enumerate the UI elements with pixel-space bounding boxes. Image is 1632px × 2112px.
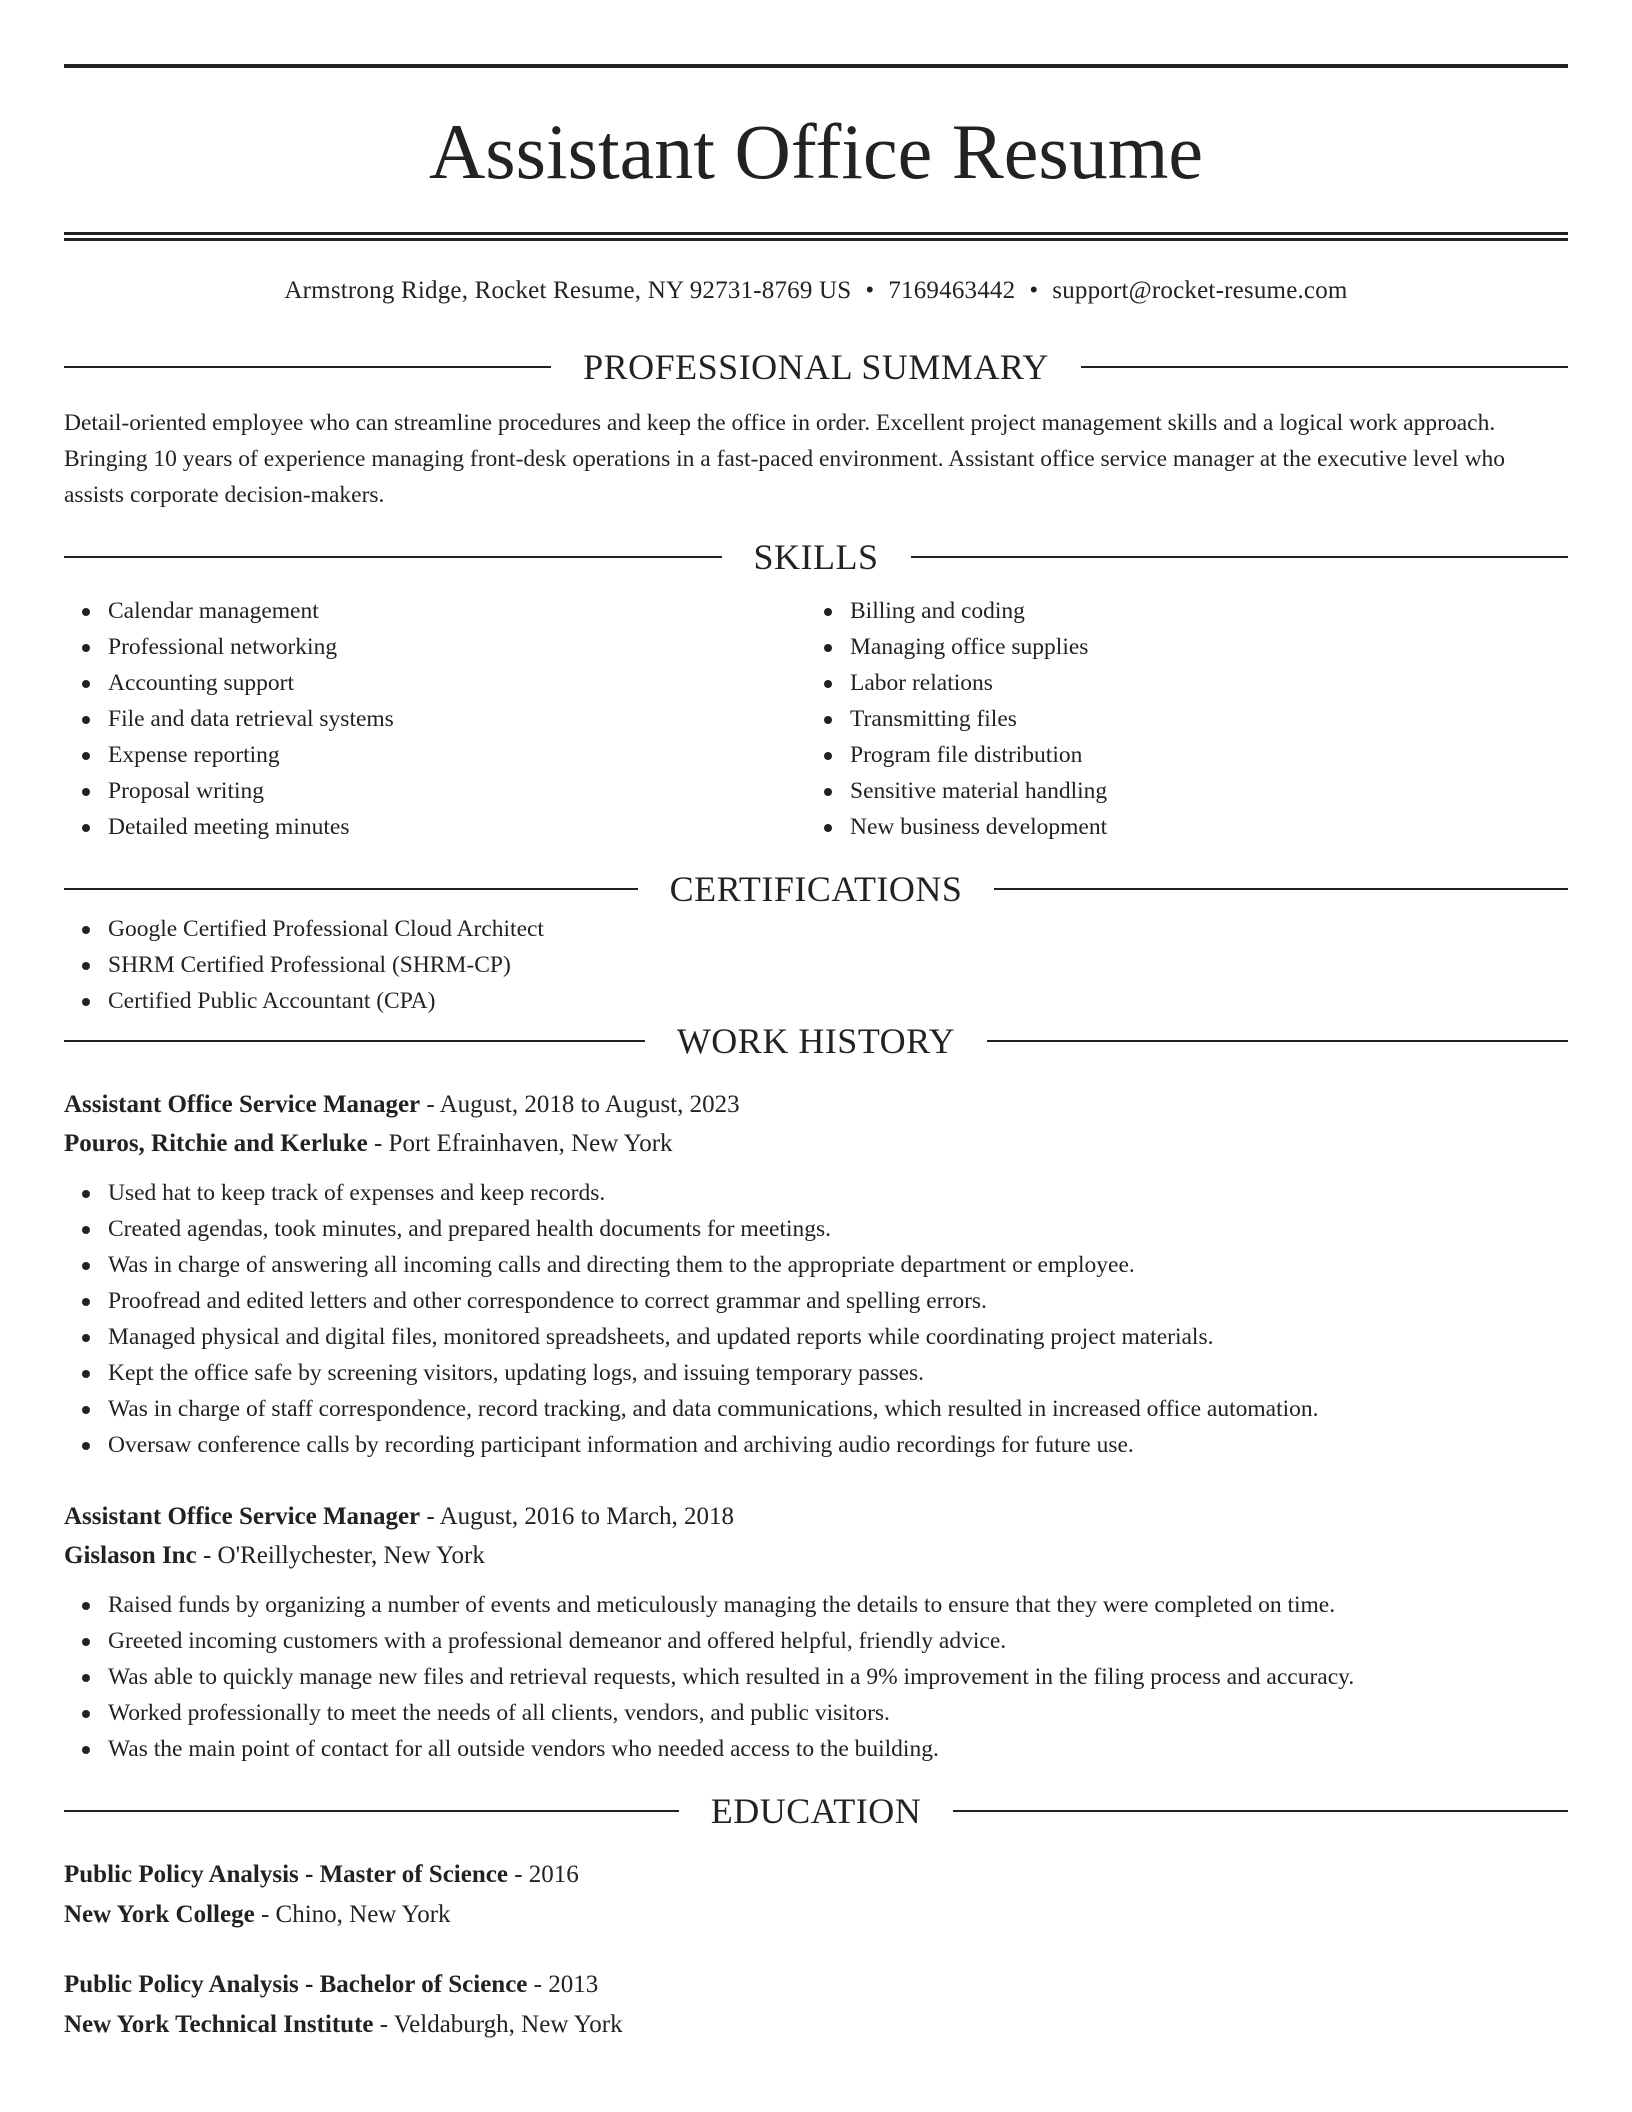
job-duty: Proofread and edited letters and other correspondence to correct grammar and spelling errors. — [108, 1283, 1568, 1319]
job-title-line — [64, 1497, 1568, 1536]
school-line — [64, 1895, 1568, 1935]
school: New York Technical Institute — [64, 2011, 374, 2038]
job-dates: - August, 2016 to March, 2018 — [420, 1503, 735, 1530]
job-entry — [64, 1085, 1568, 1463]
education-entry — [64, 1965, 1568, 2045]
work-section-header — [64, 1019, 1568, 1063]
skill-item: Transmitting files — [850, 701, 1548, 737]
job-duties-list — [64, 1587, 1568, 1767]
section-divider — [64, 366, 551, 368]
degree-year: - 2016 — [507, 1861, 579, 1888]
job-duty: Raised funds by organizing a number of events and meticulously managing the details to ensure that they were completed on time. — [108, 1587, 1568, 1623]
job-entry — [64, 1497, 1568, 1767]
skills-heading: SKILLS — [753, 537, 879, 577]
section-divider — [987, 1040, 1568, 1042]
certifications-list — [64, 911, 1568, 1019]
section-divider — [953, 1810, 1568, 1812]
work-history — [64, 1085, 1568, 1767]
certification-item: SHRM Certified Professional (SHRM-CP) — [108, 947, 1568, 983]
degree-line — [64, 1855, 1568, 1895]
job-duty: Created agendas, took minutes, and prepared health documents for meetings. — [108, 1211, 1568, 1247]
job-company-line — [64, 1124, 1568, 1163]
job-duty: Was able to quickly manage new files and retrieval requests, which resulted in a 9% improvement in the filing process and accuracy. — [108, 1659, 1568, 1695]
degree-year: - 2013 — [527, 1971, 599, 1998]
skill-item: File and data retrieval systems — [108, 701, 806, 737]
skills-section-header — [64, 535, 1568, 579]
job-duty: Used hat to keep track of expenses and keep records. — [108, 1175, 1568, 1211]
job-duty: Greeted incoming customers with a professional demeanor and offered helpful, friendly advice. — [108, 1623, 1568, 1659]
top-rule — [64, 64, 1568, 68]
contact-line — [64, 275, 1568, 307]
job-duty: Kept the office safe by screening visitors, updating logs, and issuing temporary passes. — [108, 1355, 1568, 1391]
job-company: Gislason Inc — [64, 1542, 197, 1569]
summary-text: Detail-oriented employee who can streamline procedures and keep the office in order. Excellent project management skills and a logical work approach. Bringing 10 years of experience managing front-desk operations in a fast-paced environment. Assistant office service manager at the executive level who assists corporate decision-makers. — [64, 410, 1506, 508]
skill-item: Proposal writing — [108, 773, 806, 809]
job-duty: Was the main point of contact for all outside vendors who needed access to the building. — [108, 1731, 1568, 1767]
skill-item: Expense reporting — [108, 737, 806, 773]
school: New York College — [64, 1901, 255, 1928]
school-location: - Chino, New York — [254, 1901, 451, 1928]
title-double-rule — [64, 232, 1568, 241]
job-company-line — [64, 1536, 1568, 1575]
skill-item: Managing office supplies — [850, 629, 1548, 665]
job-dates: - August, 2018 to August, 2023 — [420, 1091, 740, 1118]
school-location: - Veldaburgh, New York — [373, 2011, 623, 2038]
skill-item: Billing and coding — [850, 593, 1548, 629]
skills-list-right — [806, 593, 1548, 845]
job-location: - O'Reillychester, New York — [196, 1542, 485, 1569]
job-title: Assistant Office Service Manager — [64, 1503, 421, 1530]
work-heading: WORK HISTORY — [676, 1021, 956, 1061]
section-divider — [64, 1810, 679, 1812]
skills-column-left — [64, 593, 806, 845]
job-duty: Was in charge of staff correspondence, record tracking, and data communications, which resulted in increased office automation. — [108, 1391, 1568, 1427]
skill-item: Professional networking — [108, 629, 806, 665]
skill-item: Accounting support — [108, 665, 806, 701]
education-entry — [64, 1855, 1568, 1935]
section-divider — [1081, 366, 1568, 368]
resume-page — [64, 64, 1568, 2045]
skill-item: Program file distribution — [850, 737, 1548, 773]
job-company: Pouros, Ritchie and Kerluke — [64, 1130, 368, 1157]
job-duty: Managed physical and digital files, monitored spreadsheets, and updated reports while coordinating project materials. — [108, 1319, 1568, 1355]
certifications-heading: CERTIFICATIONS — [669, 869, 963, 909]
education-heading: EDUCATION — [710, 1791, 922, 1831]
degree-line — [64, 1965, 1568, 2005]
section-divider — [64, 888, 638, 890]
skill-item: Detailed meeting minutes — [108, 809, 806, 845]
section-divider — [911, 556, 1569, 558]
skill-item: New business development — [850, 809, 1548, 845]
job-duties-list — [64, 1175, 1568, 1463]
contact-phone: 7169463442 — [888, 277, 1016, 304]
summary-section-header — [64, 345, 1568, 389]
school-line — [64, 2005, 1568, 2045]
skill-item: Labor relations — [850, 665, 1548, 701]
job-title: Assistant Office Service Manager — [64, 1091, 421, 1118]
education-section-header — [64, 1789, 1568, 1833]
skills-column-right — [806, 593, 1548, 845]
job-location: - Port Efrainhaven, New York — [367, 1130, 673, 1157]
summary-heading: PROFESSIONAL SUMMARY — [583, 347, 1049, 387]
contact-separator: • — [865, 277, 875, 304]
skill-item: Sensitive material handling — [850, 773, 1548, 809]
skills-grid — [64, 593, 1568, 845]
job-duty: Oversaw conference calls by recording participant information and archiving audio recordings for future use. — [108, 1427, 1568, 1463]
skills-list-left — [64, 593, 806, 845]
degree: Public Policy Analysis - Master of Science — [64, 1861, 508, 1888]
contact-email: support@rocket-resume.com — [1052, 277, 1348, 304]
certifications-section-header — [64, 867, 1568, 911]
skill-item: Calendar management — [108, 593, 806, 629]
certification-item: Certified Public Accountant (CPA) — [108, 983, 1568, 1019]
section-divider — [64, 1040, 645, 1042]
degree: Public Policy Analysis - Bachelor of Science — [64, 1971, 528, 1998]
certification-item: Google Certified Professional Cloud Architect — [108, 911, 1568, 947]
contact-separator: • — [1029, 277, 1039, 304]
contact-address: Armstrong Ridge, Rocket Resume, NY 92731-8769 US — [284, 277, 852, 304]
section-divider — [994, 888, 1568, 890]
section-divider — [64, 556, 722, 558]
page-title: Assistant Office Resume — [428, 108, 1204, 195]
job-title-line — [64, 1085, 1568, 1124]
job-duty: Worked professionally to meet the needs of all clients, vendors, and public visitors. — [108, 1695, 1568, 1731]
job-duty: Was in charge of answering all incoming calls and directing them to the appropriate department or employee. — [108, 1247, 1568, 1283]
